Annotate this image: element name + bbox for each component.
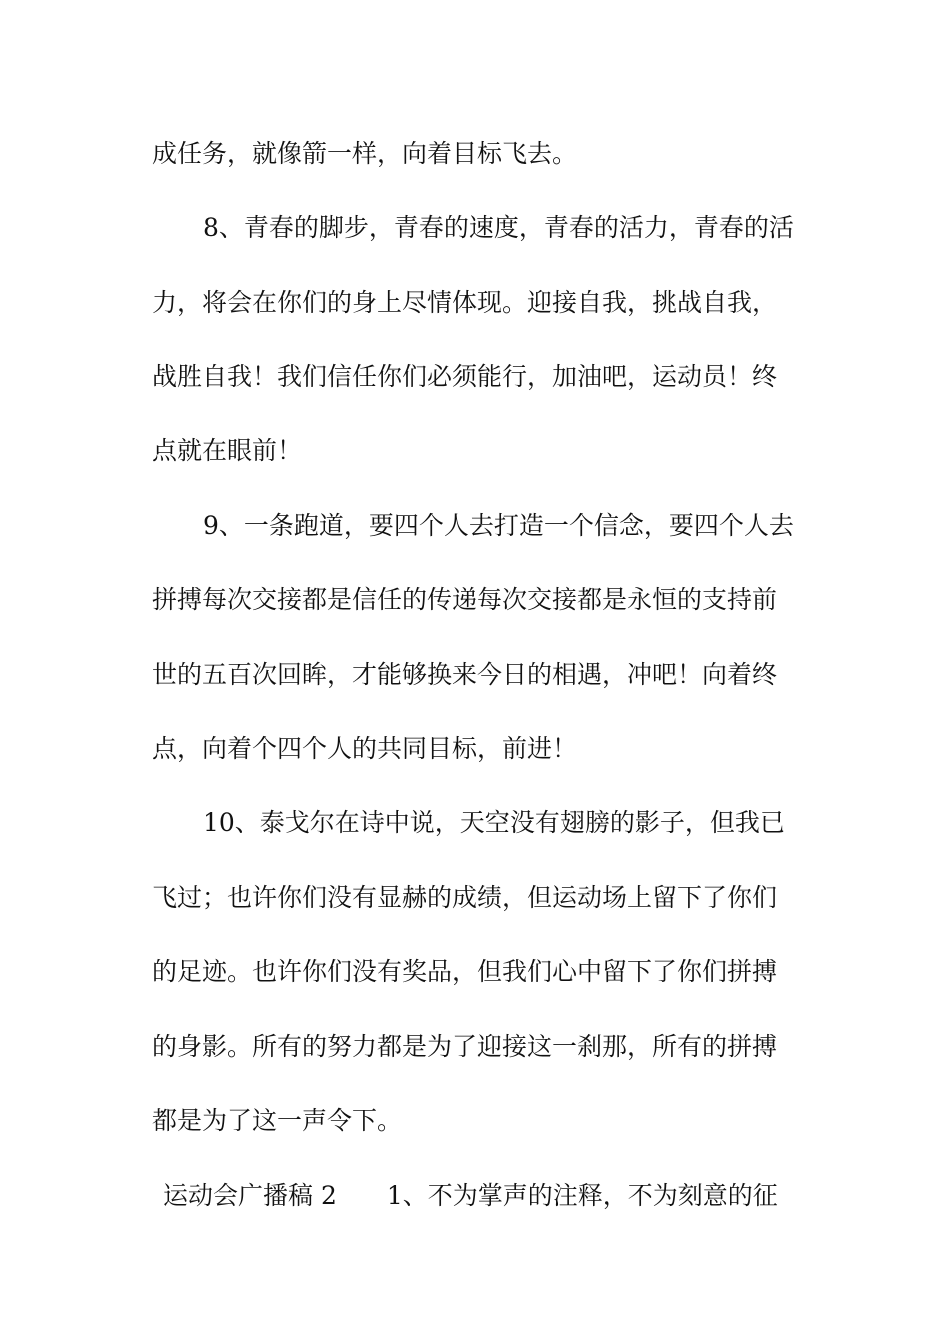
text-line: 9、一条跑道，要四个人去打造一个信念，要四个人去 bbox=[203, 511, 794, 540]
text-line: 10、泰戈尔在诗中说，天空没有翅膀的影子，但我已 bbox=[203, 808, 785, 837]
text-line: 力，将会在你们的身上尽情体现。迎接自我，挑战自我， bbox=[152, 288, 778, 317]
text-line: 都是为了这一声令下。 bbox=[152, 1106, 403, 1135]
text-line: 飞过；也许你们没有显赫的成绩，但运动场上留下了你们 bbox=[152, 883, 778, 912]
section-heading-line: 运动会广播稿 2 1、不为掌声的注释，不为刻意的征 bbox=[163, 1181, 778, 1210]
text-line: 的身影。所有的努力都是为了迎接这一刹那，所有的拼搏 bbox=[152, 1032, 778, 1061]
text-line: 点就在眼前！ bbox=[152, 436, 303, 465]
text-line: 世的五百次回眸，才能够换来今日的相遇，冲吧！向着终 bbox=[152, 660, 778, 689]
text-line: 8、青春的脚步，青春的速度，青春的活力，青春的活 bbox=[203, 213, 794, 242]
text-line: 成任务，就像箭一样，向着目标飞去。 bbox=[152, 139, 578, 168]
text-line: 战胜自我！我们信任你们必须能行，加油吧，运动员！终 bbox=[152, 362, 778, 391]
text-line: 拼搏每次交接都是信任的传递每次交接都是永恒的支持前 bbox=[152, 585, 778, 614]
text-line: 点，向着个四个人的共同目标，前进！ bbox=[152, 734, 578, 763]
text-line: 的足迹。也许你们没有奖品，但我们心中留下了你们拼搏 bbox=[152, 957, 778, 986]
